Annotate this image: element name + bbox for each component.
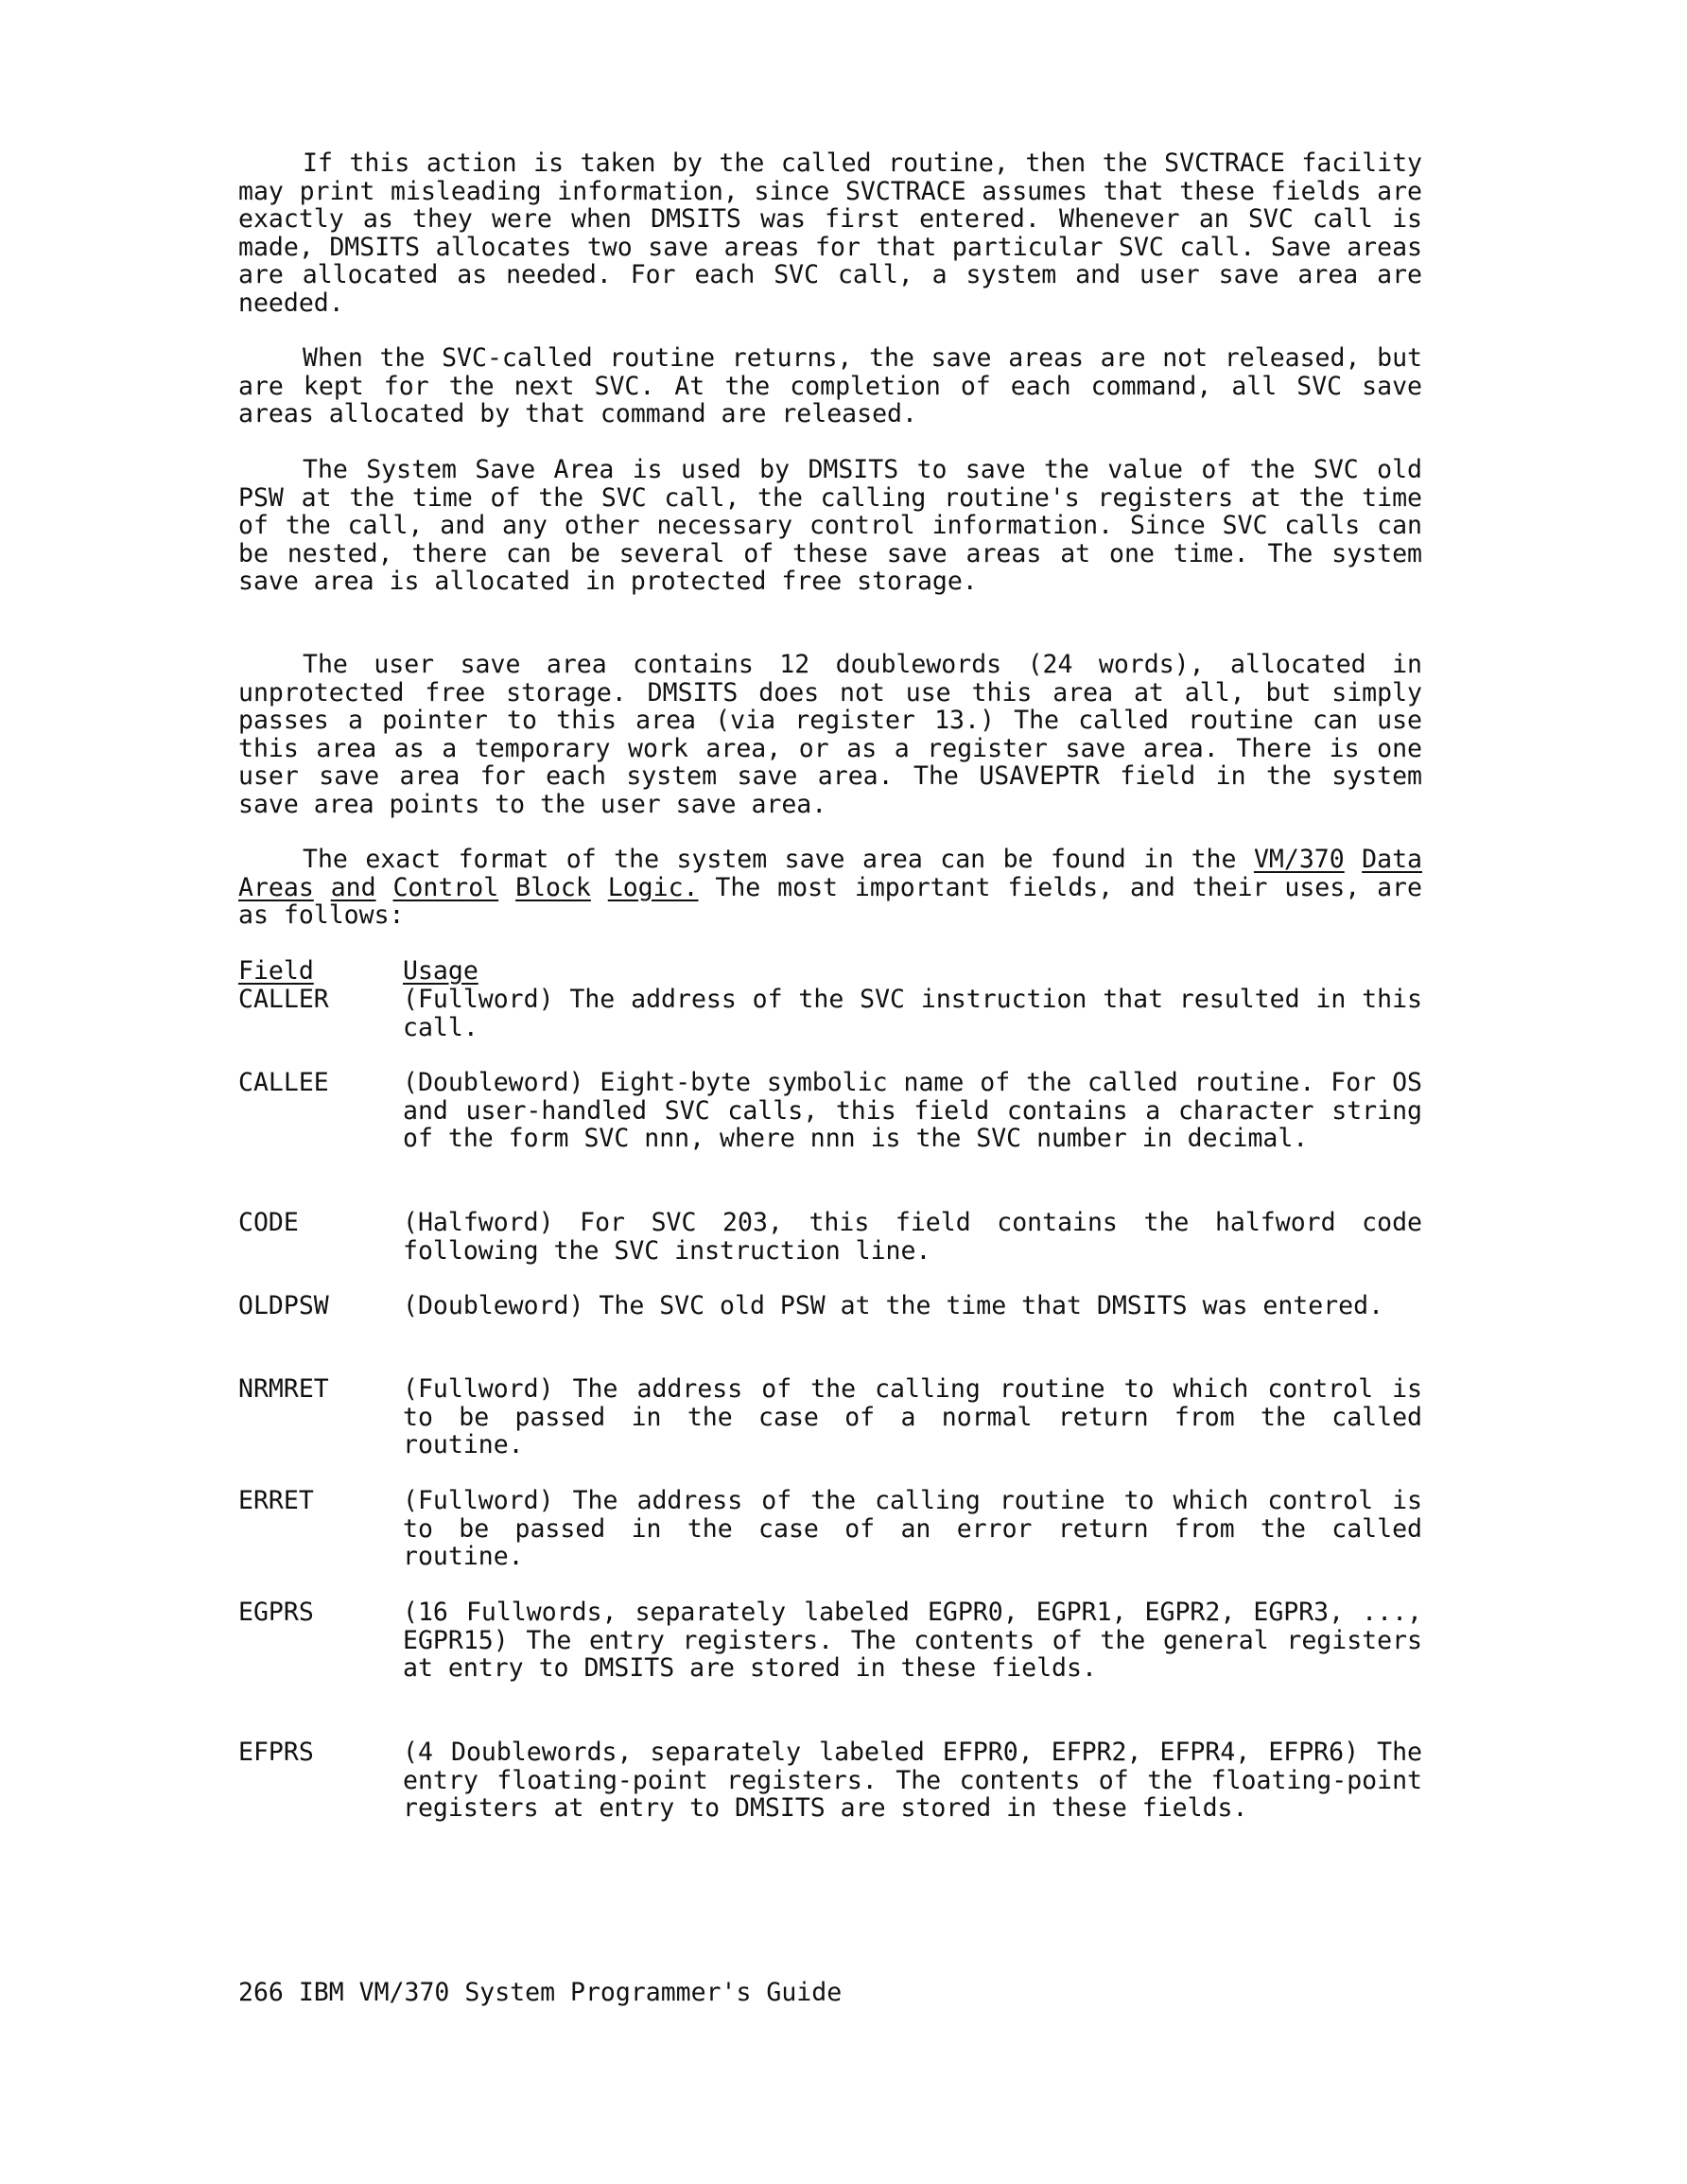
field-name-caller: CALLER [238, 985, 329, 1014]
paragraph-format-reference [238, 846, 1422, 930]
format-text-before: The exact format of the system save area can be found in the [303, 845, 1237, 874]
paragraph-system-save-area: The System Save Area is used by DMSITS to save the value of the SVC old PSW at the time of the SVC call, the calling routine's registers at the time of the call, and any other necessary control information. Since SVC calls can be nested, there can be several of these save areas at one time. The system save area is allocated in protected free storage. [238, 455, 1422, 597]
manual-title-word-data: Data [1362, 845, 1422, 874]
field-desc-oldpsw: (Doubleword) The SVC old PSW at the time that DMSITS was entered. [403, 1291, 1384, 1320]
field-desc-caller: (Fullword) The address of the SVC instruction that resulted in this call. [403, 985, 1422, 1042]
field-name-nrmret: NRMRET [238, 1374, 329, 1404]
format-text-after: The most important fields, and their uses, are as follows: [238, 872, 1422, 931]
paragraph-svctrace: If this action is taken by the called routine, then the SVCTRACE facility may print misleading information, since SVCTRACE assumes that these fields are exactly as they were when DMSITS was first entered. Whenever an SVC call is made, DMSITS allocates two save areas for that particular SVC call. Save areas are allocated as needed. For each SVC call, a system and user save area are needed. [238, 149, 1422, 318]
manual-title-word-areas: Areas [238, 872, 314, 902]
field-name-erret: ERRET [238, 1486, 314, 1515]
manual-title-part1: VM/370 [1253, 845, 1345, 874]
field-desc-callee: (Doubleword) Eight-byte symbolic name of the called routine. For OS and user-handled SVC calls, this field contains a character string of the form SVC nnn, where nnn is the SVC number in decimal. [403, 1068, 1422, 1154]
manual-title-word-and: and [330, 872, 376, 902]
field-name-code: CODE [238, 1208, 299, 1237]
manual-title-word-logic: Logic. [607, 872, 699, 902]
field-name-callee: CALLEE [238, 1068, 329, 1097]
page-footer: 266 IBM VM/370 System Programmer's Guide [238, 1978, 843, 2007]
paragraph-user-save-area: The user save area contains 12 doublewords (24 words), allocated in unprotected free storage. DMSITS does not use this area at all, but simply passes a pointer to this area (via register 13.) The called routine can use this area as a temporary work area, or as a register save area. There is one user save area for each system save area. The USAVEPTR field in the system save area points to the user save area. [238, 650, 1422, 819]
field-desc-egprs: (16 Fullwords, separately labeled EGPR0, EGPR1, EGPR2, EGPR3, ..., EGPR15) The entry registers. The contents of the general registers at entry to DMSITS are stored in these fields. [403, 1598, 1422, 1684]
table-header-field: Field [238, 956, 314, 986]
manual-title-word-control: Control [392, 872, 499, 902]
field-name-oldpsw: OLDPSW [238, 1291, 329, 1320]
field-name-efprs: EFPRS [238, 1738, 314, 1767]
table-header-usage: Usage [403, 956, 478, 986]
field-name-egprs: EGPRS [238, 1598, 314, 1627]
field-desc-nrmret: (Fullword) The address of the calling routine to which control is to be passed in the case of a normal return from the called routine. [403, 1374, 1422, 1460]
field-desc-efprs: (4 Doublewords, separately labeled EFPR0, EFPR2, EFPR4, EFPR6) The entry floating-point registers. The contents of the floating-point registers at entry to DMSITS are stored in these fields. [403, 1738, 1422, 1824]
manual-title-word-block: Block [515, 872, 591, 902]
field-desc-code: (Halfword) For SVC 203, this field contains the halfword code following the SVC instruction line. [403, 1208, 1422, 1266]
paragraph-save-areas-release: When the SVC-called routine returns, the save areas are not released, but are kept for the next SVC. At the completion of each command, all SVC save areas allocated by that command are released. [238, 343, 1422, 429]
field-desc-erret: (Fullword) The address of the calling routine to which control is to be passed in the case of an error return from the called routine. [403, 1486, 1422, 1572]
